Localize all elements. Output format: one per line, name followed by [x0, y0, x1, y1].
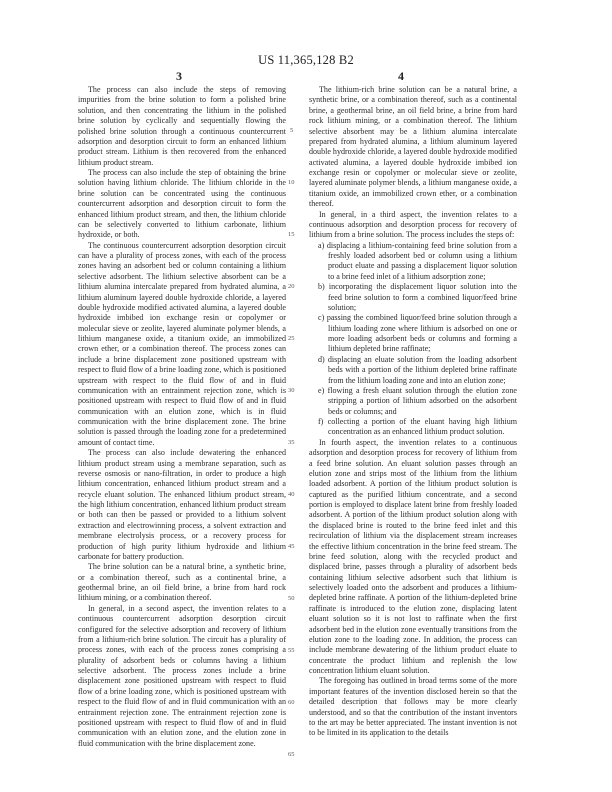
paragraph: The continuous countercurrent adsorption desorption circuit can have a plurality of process zones, with each of the process zones having an adsorbent bed or column containing a lithium selective adsorbent. The lithium selective absorbent can be a lithium alumina intercalate prepared from hydrated alumina, a lithium aluminum layered double hydroxide chloride, a layered double hydroxide modified activated alumina, a layered double hydroxide imbibed ion exchange resin or copolymer or molecular sieve or zeolite, layered aluminate polymer blends, a lithium manganese oxide, a titanium oxide, an immobilized crown ether, or a combination thereof. The process zones can include a brine displacement zone positioned upstream with respect to fluid flow of a brine loading zone, which is positioned upstream with respect to the fluid flow of and in fluid communication with an entrainment rejection zone, which is positioned upstream with respect to fluid flow of and in fluid communication with an elution zone, which is in fluid communication with the brine displacement zone. The brine solution is passed through the loading zone for a predetermined amount of contact time. — [78, 240, 286, 447]
paragraph: The process can also include the steps of removing impurities from the brine solution to form a polished brine solution, and then concentrating the lithium in the polished brine solution by cyclically and sequentially flowing the polished brine solution through a continuous countercurrent adsorption and desorption circuit to form an enhanced lithium product stream. Lithium is then recovered from the enhanced lithium product stream. — [78, 85, 286, 167]
right-text-column — [309, 85, 517, 739]
line-number: 30 — [288, 387, 295, 394]
process-step-f: f) collecting a portion of the eluant having high lithium concentration as an enhanced lithium product solution. — [318, 417, 517, 437]
process-step-e: e) flowing a fresh eluant solution through the elution zone stripping a portion of lithium adsorbed on the adsorbent beds or columns; and — [318, 385, 517, 416]
line-number: 45 — [288, 543, 295, 550]
line-number: 15 — [288, 231, 295, 238]
left-text-column — [78, 85, 286, 749]
line-number: 65 — [288, 751, 295, 758]
line-number: 55 — [288, 647, 295, 654]
line-number: 35 — [288, 439, 295, 446]
paragraph: In fourth aspect, the invention relates to a continuous adsorption and desorption process for recovery of lithium from a feed brine solution. An eluant solution passes through an elution zone and strips most of the lithium from the lithium loaded adsorbent. A portion of the lithium product solution is captured as the purified lithium concentrate, and a second portion is employed to displace latent brine from freshly loaded adsorbent. A portion of the lithium product solution along with the displaced brine is routed to the brine feed inlet and this recirculation of lithium via the displacement stream increases the effective lithium concentration in the brine feed stream. The brine feed solution, along with the recycled product and displaced brine, passes through a plurality of adsorbent beds containing lithium selective adsorbent such that lithium is selectively loaded onto the adsorbent and produces a lithium-depleted brine raffinate. A portion of the lithium-depleted brine raffinate is introduced to the elution zone, displacing latent eluant solution so it is not lost to raffinate when the first adsorbent bed in the elution zone eventually transitions from the elution zone to the loading zone. In addition, the process can include membrane dewatering of the lithium product eluate to concentrate the product lithium and replenish the low concentration lithium eluant solution. — [309, 437, 517, 675]
paragraph: The brine solution can be a natural brine, a synthetic brine, or a combination thereof, such as a continental brine, a geothermal brine, an oil field brine, a brine from hard rock lithium mining, or a combination thereof. — [78, 562, 286, 603]
paragraph: In general, in a third aspect, the invention relates to a continuous adsorption and desorption process for recovery of lithium from a brine solution. The process includes the steps of: — [309, 209, 517, 240]
paragraph: The process can also include the step of obtaining the brine solution having lithium chloride. The lithium chloride in the brine solution can be concentrated using the continuous countercurrent adsorption and desorption circuit to form the enhanced lithium product stream, and then, the lithium chloride can be selectively converted to lithium carbonate, lithium hydroxide, or both. — [78, 168, 286, 240]
patent-number: US 11,365,128 B2 — [258, 53, 354, 67]
paragraph: The process can also include dewatering the enhanced lithium product stream using a membrane separation, such as reverse osmosis or nano-filtration, in order to produce a high lithium concentration, enhanced lithium product stream and a recycle eluant solution. The enhanced lithium product stream, the high lithium concentration, enhanced lithium product stream or both can then be passed or provided to a lithium solvent extraction and electrowinning process, a solvent extraction and membrane electrolysis process, or a recovery process for production of high purity lithium hydroxide and lithium carbonate for battery production. — [78, 448, 286, 561]
paragraph: The foregoing has outlined in broad terms some of the more important features of the invention disclosed herein so that the detailed description that follows may be more clearly understood, and so that the contribution of the instant inventors to the art may be better appreciated. The instant invention is not to be limited in its application to the details — [309, 676, 517, 738]
process-step-b: b) incorporating the displacement liquor solution into the feed brine solution to form a combined liquor/feed brine solution; — [318, 282, 517, 312]
line-number: 50 — [288, 595, 295, 602]
line-number: 40 — [288, 491, 295, 498]
line-number: 10 — [288, 179, 295, 186]
line-number: 25 — [288, 335, 295, 342]
process-step-a: a) displacing a lithium-containing feed brine solution from a freshly loaded adsorbent bed or column using a lithium product eluate and passing a displacement liquor solution to a brine feed inlet of a lithium adsorption zone; — [318, 240, 517, 281]
line-number: 5 — [290, 127, 294, 134]
paragraph: In general, in a second aspect, the invention relates to a continuous countercurrent adsorption desorption circuit configured for the selective adsorption and recovery of lithium from a lithium-rich brine solution. The circuit has a plurality of process zones, with each of the process zones comprising a plurality of adsorbent beds or columns having a lithium selective adsorbent. The process zones include a brine displacement zone positioned upstream with respect to fluid flow of a brine loading zone, which is positioned upstream with respect to the fluid flow of and in fluid communication with an entrainment rejection zone. The entrainment rejection zone is positioned upstream with respect to fluid flow of and in fluid communication with an elution zone, and the elution zone in fluid communication with the brine displacement zone. — [78, 603, 286, 748]
paragraph: The lithium-rich brine solution can be a natural brine, a synthetic brine, or a combination thereof, such as a continental brine, a geothermal brine, an oil field brine, a brine from hard rock lithium mining, or a combination thereof. The lithium selective absorbent may be a lithium alumina intercalate prepared from hydrated alumina, a lithium aluminum layered double hydroxide chloride, a layered double hydroxide modified activated alumina, a layered double hydroxide imbibed ion exchange resin or copolymer or molecular sieve or zeolite, layered aluminate polymer blends, a lithium manganese oxide, a titanium oxide, an immobilized crown ether, or a combination thereof. — [309, 85, 517, 209]
right-column-number: 4 — [398, 69, 404, 83]
left-column-number: 3 — [176, 69, 182, 83]
line-number: 60 — [288, 699, 295, 706]
process-step-d: d) displacing an eluate solution from the loading adsorbent beds with a portion of the lithium depleted brine raffinate from the lithium loading zone and into an elution zone; — [318, 354, 517, 385]
process-step-c: c) passing the combined liquor/feed brine solution through a lithium loading zone where lithium is adsorbed on one or more loading adsorbent beds or columns and forming a lithium depleted brine raffinate; — [318, 313, 517, 354]
line-number: 20 — [288, 283, 295, 290]
